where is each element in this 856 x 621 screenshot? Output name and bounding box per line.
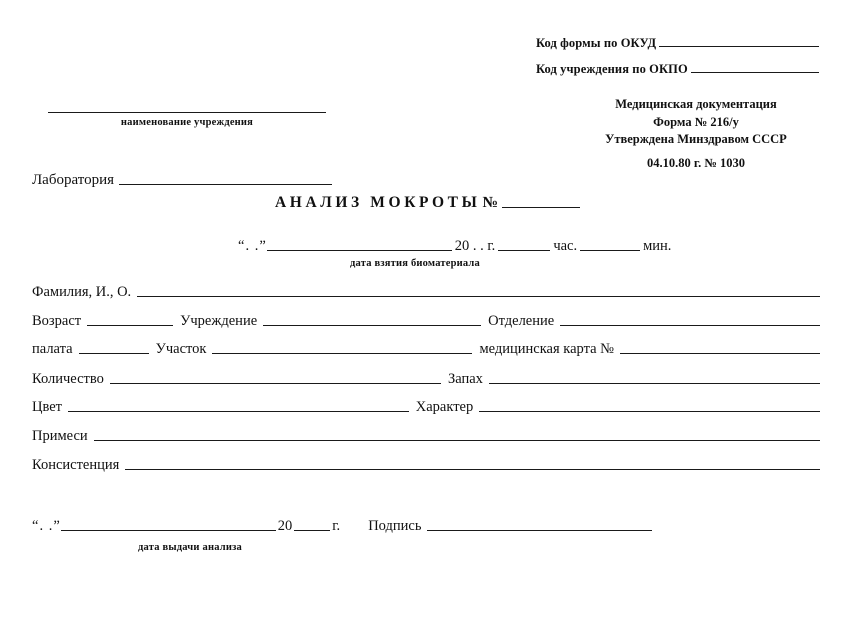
laboratory-input-rule[interactable] xyxy=(119,184,332,185)
issue-date-caption: дата выдачи анализа xyxy=(138,542,242,553)
form-meta-line-1: Медицинская документация xyxy=(615,97,777,111)
department-label: Отделение xyxy=(488,313,555,329)
issue-year-rule[interactable] xyxy=(294,530,330,531)
issue-date-rule[interactable] xyxy=(61,530,276,531)
date-hours-rule[interactable] xyxy=(498,250,550,251)
date-taken-row xyxy=(238,238,672,255)
signature-input-rule[interactable] xyxy=(427,530,652,531)
admixtures-label: Примеси xyxy=(32,428,88,444)
date-dots: . . xyxy=(245,238,260,254)
age-input-rule[interactable] xyxy=(87,325,173,326)
form-meta-block xyxy=(556,96,836,172)
ward-district-card-row xyxy=(32,341,820,358)
title-number-sign: № xyxy=(482,194,499,211)
date-quote-open: “ xyxy=(238,238,246,254)
admixtures-row xyxy=(32,428,820,445)
date-quote-close: ” xyxy=(259,238,267,254)
quantity-label: Количество xyxy=(32,371,104,387)
form-meta-line-4: 04.10.80 г. № 1030 xyxy=(646,155,746,170)
form-meta-line-2: Форма № 216/у xyxy=(653,114,739,129)
issue-year-prefix: 20 xyxy=(277,518,293,534)
issue-signature-row xyxy=(32,518,652,535)
smell-input-rule[interactable] xyxy=(489,383,820,384)
smell-label: Запах xyxy=(447,371,483,387)
district-input-rule[interactable] xyxy=(212,353,472,354)
character-input-rule[interactable] xyxy=(479,411,820,412)
page-title: АНАЛИЗ МОКРОТЫ xyxy=(275,194,481,211)
okud-label: Код формы по ОКУД xyxy=(536,36,657,50)
quantity-input-rule[interactable] xyxy=(110,383,441,384)
consistency-input-rule[interactable] xyxy=(125,469,820,470)
patient-name-label: Фамилия, И., О. xyxy=(32,284,132,300)
patient-name-input-rule[interactable] xyxy=(137,296,820,297)
laboratory-row xyxy=(32,172,332,189)
institution-name-block xyxy=(48,112,326,128)
laboratory-label: Лаборатория xyxy=(32,172,115,188)
institution-label: Учреждение xyxy=(180,313,258,329)
institution-input-rule[interactable] xyxy=(263,325,481,326)
okud-input-rule[interactable] xyxy=(659,46,819,47)
issue-dots: . . xyxy=(39,518,54,534)
med-card-input-rule[interactable] xyxy=(620,353,820,354)
institution-name-caption: наименование учреждения xyxy=(120,117,254,128)
issue-quote-close: ” xyxy=(53,518,61,534)
patient-name-row xyxy=(32,284,820,301)
date-year-prefix: 20 . . г. xyxy=(454,238,496,254)
okpo-label: Код учреждения по ОКПО xyxy=(536,62,688,76)
age-label: Возраст xyxy=(32,313,82,329)
quantity-smell-row xyxy=(32,371,820,388)
code-block xyxy=(536,36,824,88)
title-number-rule[interactable] xyxy=(502,207,580,208)
color-character-row xyxy=(32,399,820,416)
okpo-input-rule[interactable] xyxy=(691,72,819,73)
date-hours-label: час. xyxy=(553,238,578,254)
ward-input-rule[interactable] xyxy=(79,353,149,354)
consistency-row xyxy=(32,457,820,474)
date-month-rule[interactable] xyxy=(267,250,452,251)
consistency-label: Консистенция xyxy=(32,457,120,473)
admixtures-input-rule[interactable] xyxy=(94,440,820,441)
issue-quote-open: “ xyxy=(32,518,40,534)
department-input-rule[interactable] xyxy=(560,325,820,326)
date-minutes-label: мин. xyxy=(643,238,672,254)
color-input-rule[interactable] xyxy=(68,411,409,412)
document-title-row xyxy=(275,194,615,212)
form-meta-line-3: Утверждена Минздравом СССР xyxy=(605,132,787,146)
date-taken-caption: дата взятия биоматериала xyxy=(350,258,480,269)
color-label: Цвет xyxy=(32,399,63,415)
okpo-code-row xyxy=(536,62,824,77)
okud-code-row xyxy=(536,36,824,51)
signature-label: Подпись xyxy=(368,518,422,534)
character-label: Характер xyxy=(415,399,474,415)
district-label: Участок xyxy=(155,341,207,357)
date-minutes-rule[interactable] xyxy=(580,250,640,251)
issue-year-suffix: г. xyxy=(332,518,341,534)
ward-label: палата xyxy=(32,341,73,357)
med-card-label: медицинская карта № xyxy=(479,341,614,357)
age-institution-department-row xyxy=(32,313,820,330)
